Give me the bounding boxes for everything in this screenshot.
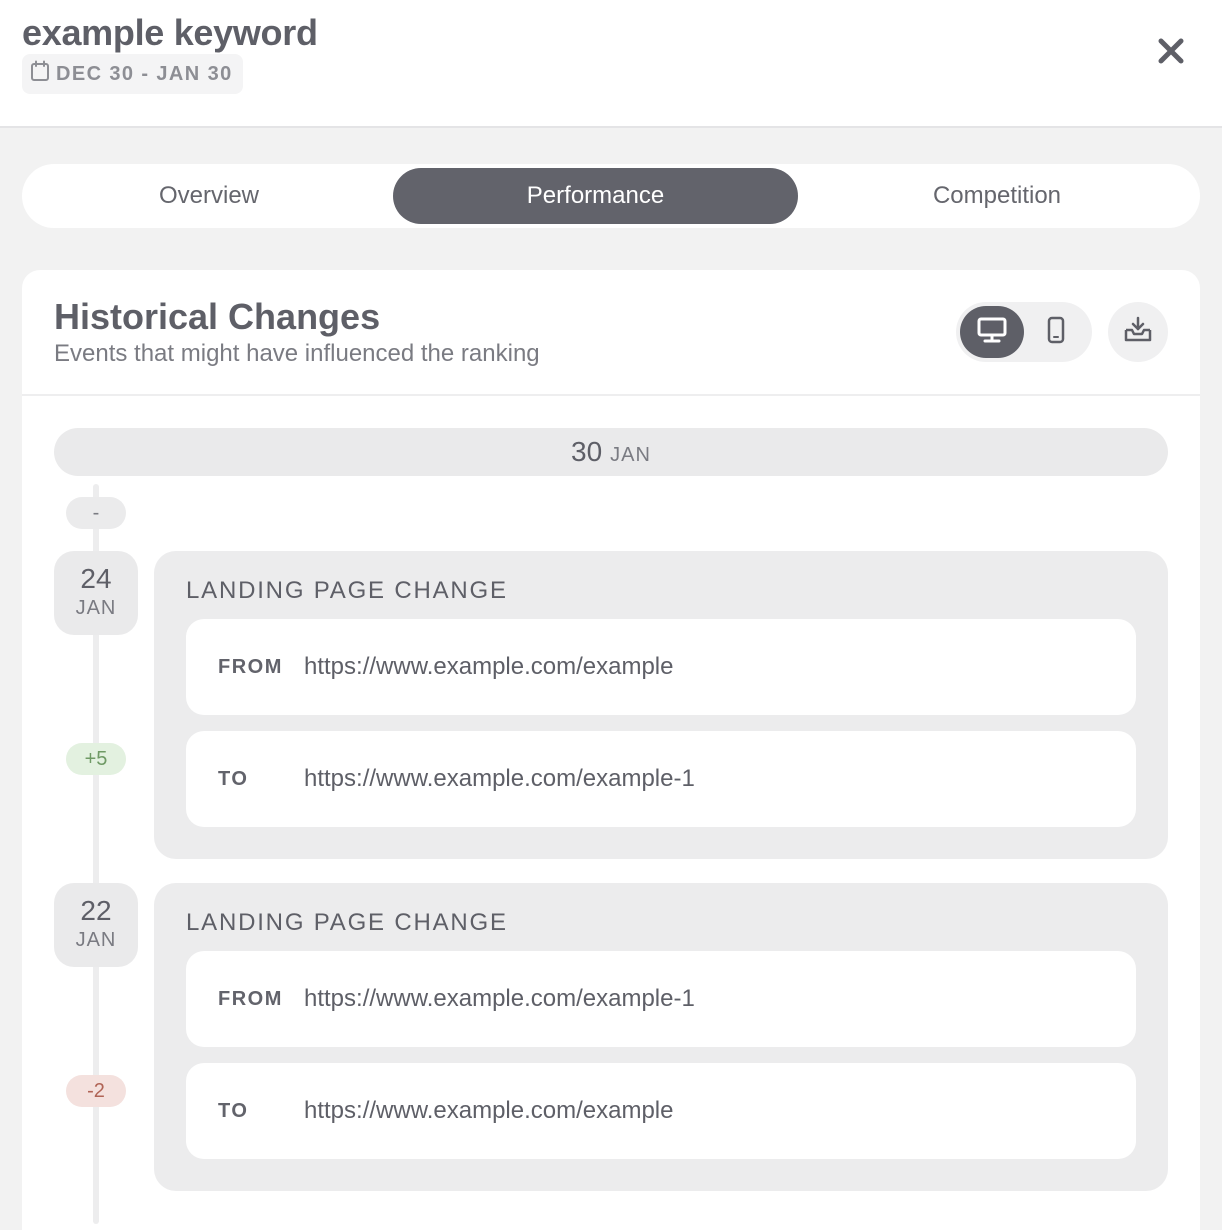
card-subtitle: Events that might have influenced the ranking	[54, 340, 540, 367]
calendar-icon	[30, 60, 50, 88]
card-header	[22, 270, 1200, 396]
download-button[interactable]	[1108, 302, 1168, 362]
tab-bar	[22, 164, 1200, 228]
from-url-row	[186, 951, 1136, 1047]
to-url-row	[186, 1063, 1136, 1159]
close-button[interactable]	[1150, 32, 1192, 74]
mobile-icon	[1047, 316, 1065, 349]
historical-changes-card	[22, 270, 1200, 1230]
to-label: TO	[218, 767, 249, 790]
event-date-day: 22	[80, 895, 112, 926]
from-label: FROM	[218, 987, 283, 1010]
tab-performance[interactable]: Performance	[393, 168, 798, 224]
event-date-badge	[54, 883, 138, 967]
from-url-row	[186, 619, 1136, 715]
tab-overview[interactable]: Overview	[158, 182, 260, 209]
rank-change-badge-negative: -2	[66, 1075, 126, 1107]
date-range-chip	[22, 54, 243, 94]
rank-change-badge-positive: +5	[66, 743, 126, 775]
mobile-toggle-button[interactable]	[1024, 306, 1088, 358]
tab-competition[interactable]: Competition	[932, 182, 1062, 209]
landing-page-change-event	[154, 883, 1168, 1191]
keyword-title: example keyword	[22, 12, 318, 53]
desktop-toggle-button[interactable]	[960, 306, 1024, 358]
current-date-bar	[54, 428, 1168, 476]
from-url[interactable]: https://www.example.com/example-1	[304, 985, 695, 1012]
event-date-day: 24	[80, 563, 112, 594]
current-date-month: JAN	[610, 444, 651, 466]
current-date-day: 30	[571, 436, 603, 467]
to-url-row	[186, 731, 1136, 827]
event-date-badge	[54, 551, 138, 635]
download-icon	[1123, 316, 1153, 349]
close-icon	[1157, 37, 1185, 70]
landing-page-change-event	[154, 551, 1168, 859]
from-label: FROM	[218, 655, 283, 678]
to-url[interactable]: https://www.example.com/example-1	[304, 765, 695, 792]
rank-change-badge: -	[66, 497, 126, 529]
event-title: LANDING PAGE CHANGE	[186, 909, 508, 936]
to-label: TO	[218, 1099, 249, 1122]
card-title: Historical Changes	[54, 296, 381, 337]
event-date-month: JAN	[75, 929, 117, 951]
date-range-label: DEC 30 - JAN 30	[56, 62, 233, 85]
event-date-month: JAN	[75, 597, 117, 619]
to-url[interactable]: https://www.example.com/example	[304, 1097, 674, 1124]
header	[0, 0, 1222, 128]
event-title: LANDING PAGE CHANGE	[186, 577, 508, 604]
device-toggle	[956, 302, 1092, 362]
desktop-icon	[977, 317, 1007, 348]
from-url[interactable]: https://www.example.com/example	[304, 653, 674, 680]
